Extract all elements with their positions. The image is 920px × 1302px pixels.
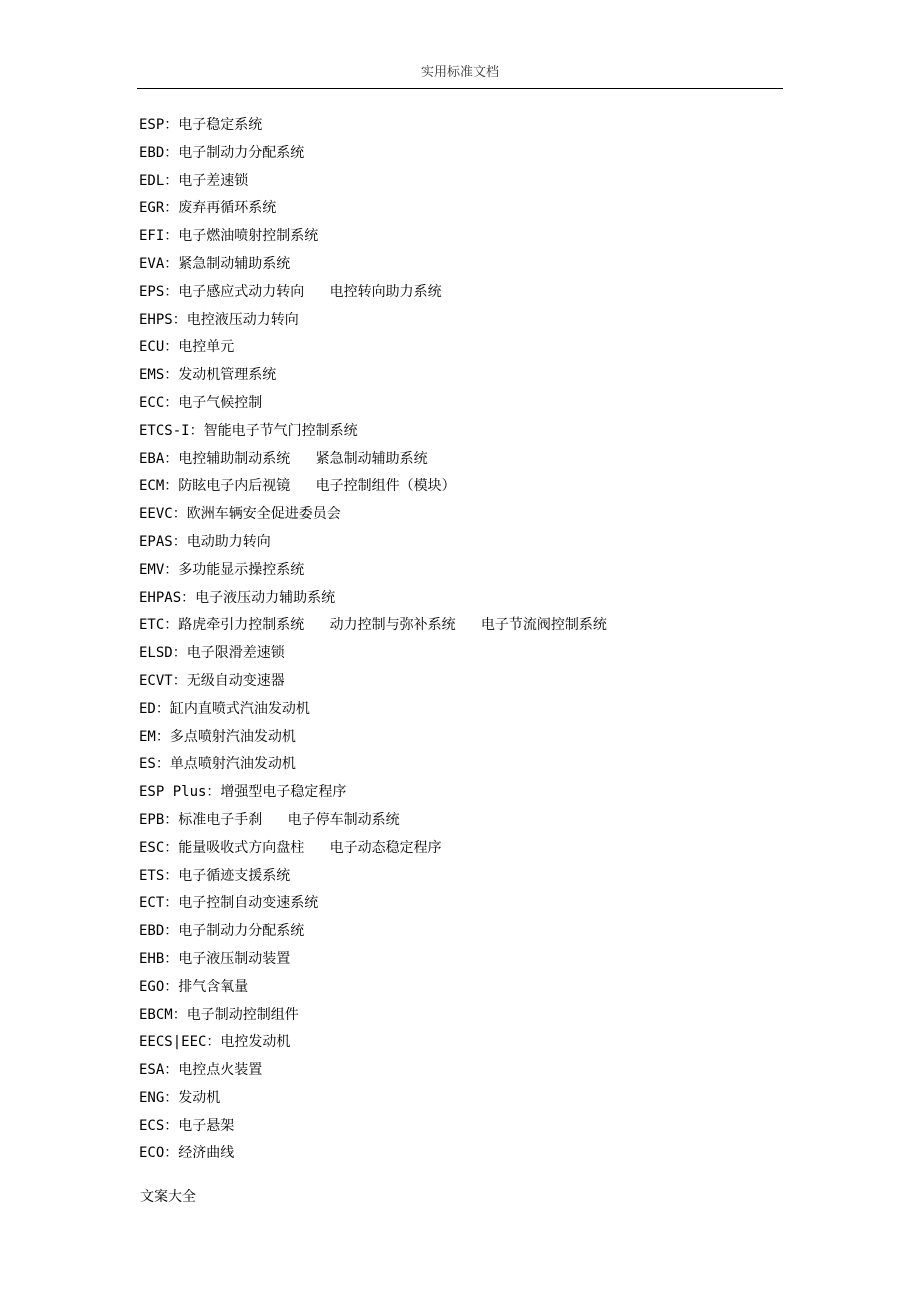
list-item (139, 974, 839, 1002)
list-item (139, 696, 839, 724)
list-item (139, 1057, 839, 1085)
page-header-title: 实用标准文档 (420, 65, 499, 80)
entry-text: ECC：电子气候控制 (139, 394, 263, 411)
list-item (139, 890, 839, 918)
list-item (139, 362, 839, 390)
entry-text: ETCS-I：智能电子节气门控制系统 (139, 422, 358, 439)
entry-text: ESP Plus：增强型电子稳定程序 (139, 784, 347, 801)
entry-text: EFI：电子燃油喷射控制系统 (139, 228, 319, 245)
entry-text: ECS：电子悬架 (139, 1117, 235, 1134)
list-item (139, 612, 839, 640)
list-item (139, 223, 839, 251)
entry-text: ECU：电控单元 (139, 339, 235, 356)
entry-text: ES：单点喷射汽油发动机 (139, 756, 296, 773)
entry-text: EPB：标准电子手刹 电子停车制动系统 (139, 811, 400, 828)
entry-text: EDL：电子差速锁 (139, 172, 249, 189)
entry-text: ETC：路虎牵引力控制系统 动力控制与弥补系统 电子节流阀控制系统 (139, 617, 607, 634)
entry-text: ECO：经济曲线 (139, 1145, 235, 1162)
list-item (139, 195, 839, 223)
list-item (139, 668, 839, 696)
entry-text: EGR：废弃再循环系统 (139, 200, 277, 217)
list-item (139, 140, 839, 168)
list-item (139, 279, 839, 307)
list-item (139, 251, 839, 279)
entry-text: ECVT：无级自动变速器 (139, 672, 285, 689)
list-item (139, 557, 839, 585)
list-item (139, 585, 839, 613)
list-item (139, 835, 839, 863)
entry-text: EM：多点喷射汽油发动机 (139, 728, 296, 745)
page-header (137, 60, 783, 89)
list-item (139, 807, 839, 835)
list-item (139, 168, 839, 196)
list-item (139, 1085, 839, 1113)
entry-text: EBD：电子制动力分配系统 (139, 923, 305, 940)
list-item (139, 918, 839, 946)
entry-text: EMV：多功能显示操控系统 (139, 561, 305, 578)
entry-text: ENG：发动机 (139, 1089, 221, 1106)
entry-text: EECS|EEC：电控发动机 (139, 1034, 291, 1051)
entry-text: EBA：电控辅助制动系统 紧急制动辅助系统 (139, 450, 428, 467)
entry-text: EMS：发动机管理系统 (139, 367, 277, 384)
list-item (139, 112, 839, 140)
list-item (139, 724, 839, 752)
entry-text: ELSD：电子限滑差速锁 (139, 645, 285, 662)
entry-text: EHPAS：电子液压动力辅助系统 (139, 589, 336, 606)
entry-text: EBCM：电子制动控制组件 (139, 1006, 299, 1023)
entry-text: ECM：防眩电子内后视镜 电子控制组件（模块） (139, 478, 456, 495)
entry-text: EEVC：欧洲车辆安全促进委员会 (139, 506, 341, 523)
entry-text: ESC：能量吸收式方向盘柱 电子动态稳定程序 (139, 839, 442, 856)
list-item (139, 529, 839, 557)
list-item (139, 751, 839, 779)
list-item (139, 779, 839, 807)
entry-text: ETS：电子循迹支援系统 (139, 867, 291, 884)
list-item (139, 1029, 839, 1057)
abbreviation-list (139, 112, 839, 1168)
list-item (139, 446, 839, 474)
list-item (139, 946, 839, 974)
list-item (139, 307, 839, 335)
entry-text: EHB：电子液压制动装置 (139, 950, 291, 967)
list-item (139, 863, 839, 891)
entry-text: EPS：电子感应式动力转向 电控转向助力系统 (139, 283, 442, 300)
page-footer (140, 1186, 196, 1206)
entry-text: ED：缸内直喷式汽油发动机 (139, 700, 310, 717)
entry-text: EBD：电子制动力分配系统 (139, 144, 305, 161)
list-item (139, 418, 839, 446)
entry-text: ESA：电控点火装置 (139, 1062, 263, 1079)
entry-text: EVA：紧急制动辅助系统 (139, 255, 291, 272)
list-item (139, 473, 839, 501)
page-footer-text: 文案大全 (140, 1189, 196, 1205)
list-item (139, 1113, 839, 1141)
list-item (139, 1002, 839, 1030)
entry-text: EHPS：电控液压动力转向 (139, 311, 299, 328)
entry-text: ECT：电子控制自动变速系统 (139, 895, 319, 912)
list-item (139, 640, 839, 668)
entry-text: EPAS：电动助力转向 (139, 533, 271, 550)
list-item (139, 334, 839, 362)
entry-text: EGO：排气含氧量 (139, 978, 249, 995)
entry-text: ESP：电子稳定系统 (139, 117, 263, 133)
list-item (139, 1140, 839, 1168)
list-item (139, 501, 839, 529)
list-item (139, 390, 839, 418)
